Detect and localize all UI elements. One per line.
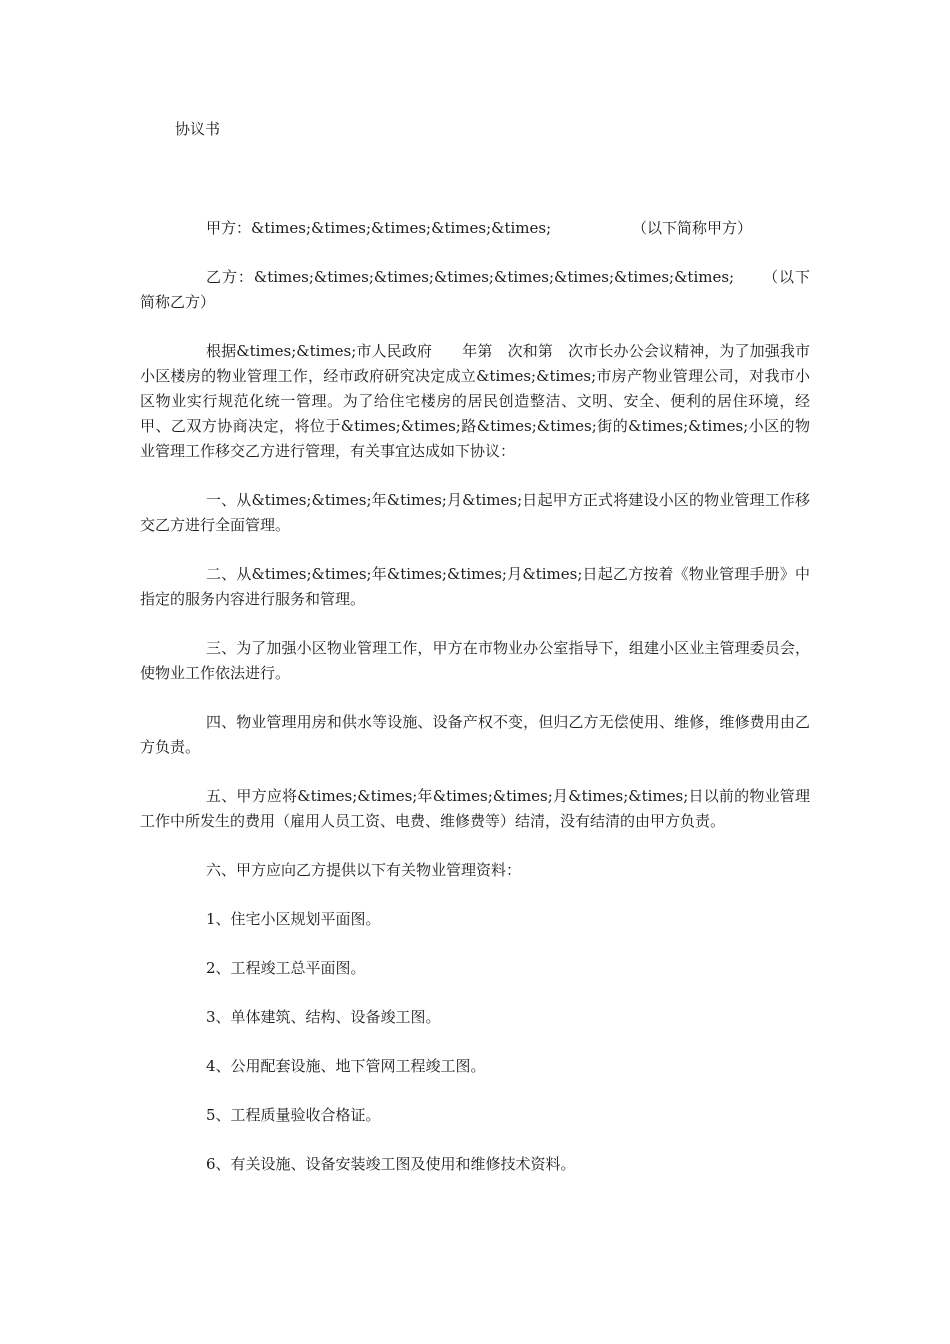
material-item: 2、工程竣工总平面图。 (206, 959, 366, 977)
material-item: 3、单体建筑、结构、设备竣工图。 (206, 1008, 441, 1026)
clause-5: 五、甲方应将&times;&times;年&times;&times;月&times;&times;日以前的物业管理工作中所发生的费用（雇用人员工资、电费、维修费等）结清，没有结清的由甲方负责。 (140, 787, 810, 830)
party-a-label: 甲方：&times;&times;&times;&times;&times; (206, 219, 552, 237)
intro-paragraph: 根据&times;&times;市人民政府 年第 次和第 次市长办公会议精神，为了加强我市小区楼房的物业管理工作，经市政府研究决定成立&times;&times;市房产物业管理公司，对我市小区物业实行规范化统一管理。为了给住宅楼房的居民创造整洁、文明、安全、便利的居住环境，经甲、乙双方协商决定，将位于&times;&times;路&times;&times;街的&times;&times;小区的物业管理工作移交乙方进行管理，有关事宜达成如下协议： (140, 342, 810, 460)
party-b-label: 乙方：&times;&times;&times;&times;&times;&times;&times;&times; (206, 268, 735, 286)
document-body (140, 216, 810, 1201)
clause-2: 二、从&times;&times;年&times;&times;月&times;日起乙方按着《物业管理手册》中指定的服务内容进行服务和管理。 (140, 565, 810, 608)
material-item: 5、工程质量验收合格证。 (206, 1106, 381, 1124)
material-item: 4、公用配套设施、地下管网工程竣工图。 (206, 1057, 486, 1075)
clause-6: 六、甲方应向乙方提供以下有关物业管理资料： (206, 861, 522, 879)
party-a-line (140, 216, 810, 241)
clause-3: 三、为了加强小区物业管理工作，甲方在市物业办公室指导下，组建小区业主管理委员会，使物业工作依法进行。 (140, 639, 810, 682)
document-title: 协议书 (175, 120, 221, 138)
party-a-alias: （以下简称甲方） (631, 219, 752, 237)
clause-4: 四、物业管理用房和供水等设施、设备产权不变，但归乙方无偿使用、维修，维修费用由乙方负责。 (140, 713, 810, 756)
party-b-alias: （以下简称乙方） (140, 268, 810, 311)
material-item: 6、有关设施、设备安装竣工图及使用和维修技术资料。 (206, 1155, 576, 1173)
party-b-line (140, 265, 810, 315)
material-item: 1、住宅小区规划平面图。 (206, 910, 381, 928)
clause-1: 一、从&times;&times;年&times;月&times;日起甲方正式将建设小区的物业管理工作移交乙方进行全面管理。 (140, 491, 810, 534)
